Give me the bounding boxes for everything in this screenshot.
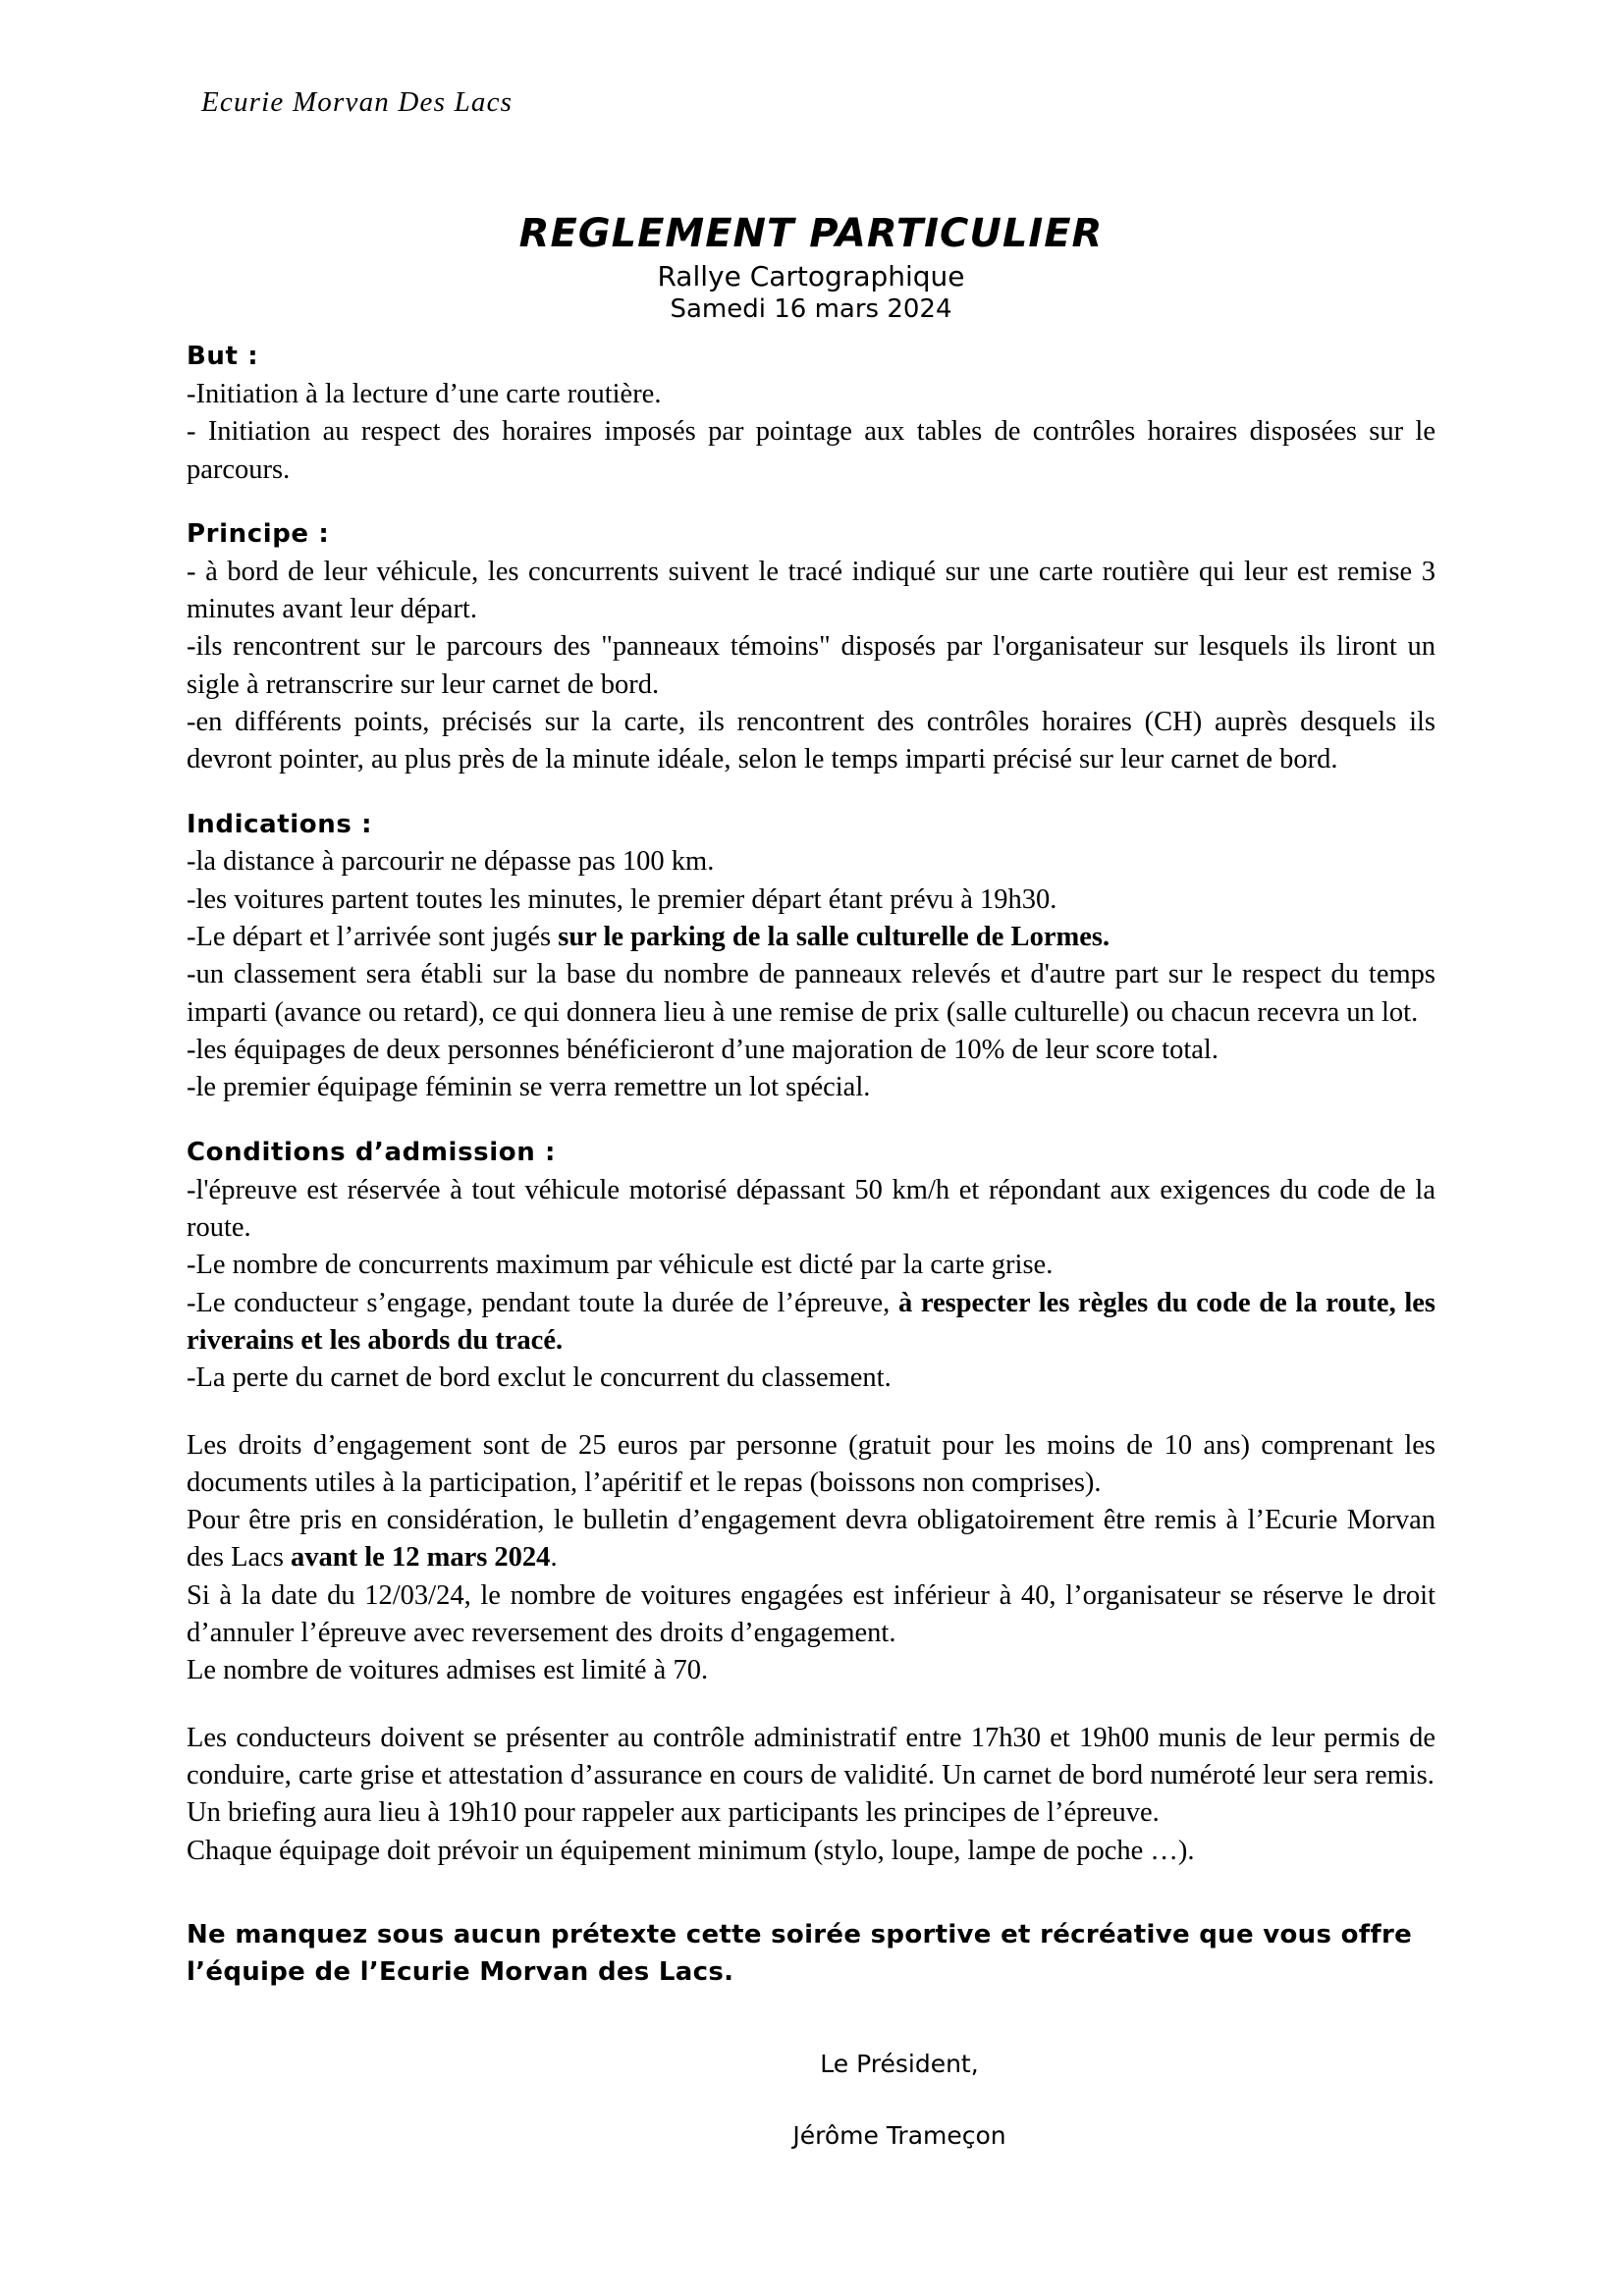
signature-role: Le Président, bbox=[820, 2050, 979, 2079]
section-indications bbox=[187, 809, 1435, 1107]
conditions-engage-bold: à respecter les règles du code de la route, les riverains et les abords du tracé. bbox=[187, 1287, 1435, 1356]
indications-line-equipages: -les équipages de deux personnes bénéficieront d’une majoration de 10% de leur score total. bbox=[187, 1035, 1218, 1066]
section-heading-principe: Principe : bbox=[187, 518, 330, 549]
conditions-line-1: -l'épreuve est réservée à tout véhicule motorisé dépassant 50 km/h et répondant aux exigences du code de la route. bbox=[187, 1174, 1435, 1243]
document-subtitle: Rallye Cartographique bbox=[657, 260, 965, 293]
engagement-para-annulation: Si à la date du 12/03/24, le nombre de voitures engagées est inférieur à 40, l’organisateur se réserve le droit d’annuler l’épreuve avec reversement des droits d’engagement. bbox=[187, 1579, 1435, 1649]
controle-para-equipement: Chaque équipage doit prévoir un équipement minimum (stylo, loupe, lampe de poche …). bbox=[187, 1835, 1195, 1866]
spacer bbox=[187, 1870, 1435, 1899]
principe-line-3: -en différents points, précisés sur la carte, ils rencontrent des contrôles horaires (CH) auprès desquels ils devront pointer, au plus près de la minute idéale, selon le temps imparti précisé sur leur carnet de bord. bbox=[187, 706, 1435, 775]
controle-para-briefing: Un briefing aura lieu à 19h10 pour rappeler aux participants les principes de l’épreuve. bbox=[187, 1797, 1160, 1829]
section-conditions bbox=[187, 1137, 1435, 1398]
controle-para-presentation: Les conducteurs doivent se présenter au contrôle administratif entre 17h30 et 19h00 munis de leur permis de conduire, carte grise et attestation d’assurance en cours de validité. Un carnet de bord numéroté leur sera remis. bbox=[187, 1722, 1435, 1791]
indications-line-feminin: -le premier équipage féminin se verra remettre un lot spécial. bbox=[187, 1072, 871, 1103]
spacer bbox=[187, 1690, 1435, 1720]
document-content bbox=[187, 211, 1435, 2150]
indications-parking-bold: sur le parking de la salle culturelle de Lormes. bbox=[558, 922, 1110, 953]
letterhead-club-name: Ecurie Morvan Des Lacs bbox=[201, 86, 514, 118]
conditions-engage-prefix: -Le conducteur s’engage, pendant toute la durée de l’épreuve, bbox=[187, 1287, 898, 1318]
principe-line-1: - à bord de leur véhicule, les concurrents suivent le tracé indiqué sur une carte routière qui leur est remise 3 minutes avant leur départ. bbox=[187, 556, 1435, 624]
but-line-2: - Initiation au respect des horaires imposés par pointage aux tables de contrôles horaires disposées sur le parcours. bbox=[187, 416, 1435, 485]
closing-statement: Ne manquez sous aucun prétexte cette soirée sportive et récréative que vous offre l’équipe de l’Ecurie Morvan des Lacs. bbox=[187, 1920, 1413, 1987]
but-line-1: -Initiation à la lecture d’une carte routière. bbox=[187, 378, 662, 409]
spacer bbox=[187, 2078, 1435, 2121]
document-date: Samedi 16 mars 2024 bbox=[670, 294, 952, 324]
section-engagement bbox=[187, 1427, 1435, 1690]
document-title: REGLEMENT PARTICULIER bbox=[518, 211, 1104, 256]
indications-line-1: -la distance à parcourir ne dépasse pas 100 km. bbox=[187, 846, 715, 878]
spacer bbox=[187, 1398, 1435, 1427]
section-controle bbox=[187, 1720, 1435, 1870]
section-heading-but: But : bbox=[187, 342, 259, 372]
indications-line-classement: -un classement sera établi sur la base du nombre de panneaux relevés et d'autre part sur le respect du temps imparti (avance ou retard), ce qui donnera lieu à une remise de prix (salle culturelle) ou chacun recevra un lot. bbox=[187, 959, 1435, 1028]
engagement-para-droits: Les droits d’engagement sont de 25 euros par personne (gratuit pour les moins de 10 ans) comprenant les documents utiles à la participation, l’apéritif et le repas (boissons non comprises). bbox=[187, 1429, 1435, 1498]
engagement-bulletin-deadline: avant le 12 mars 2024 bbox=[291, 1542, 551, 1574]
conditions-line-2: -Le nombre de concurrents maximum par véhicule est dicté par la carte grise. bbox=[187, 1250, 1054, 1281]
indications-line-parking bbox=[187, 919, 1435, 956]
conditions-line-perte: -La perte du carnet de bord exclut le concurrent du classement. bbox=[187, 1362, 892, 1394]
section-but bbox=[187, 341, 1435, 489]
spacer bbox=[187, 779, 1435, 809]
indications-line-2: -les voitures partent toutes les minutes, le premier départ étant prévu à 19h30. bbox=[187, 883, 1057, 915]
section-principe bbox=[187, 518, 1435, 779]
spacer bbox=[187, 2020, 1435, 2050]
engagement-para-bulletin bbox=[187, 1502, 1435, 1577]
spacer bbox=[187, 1899, 1435, 1917]
engagement-bulletin-prefix: Pour être pris en considération, le bulletin d’engagement devra obligatoirement être remis à l’Ecurie Morvan des Lacs bbox=[187, 1505, 1435, 1574]
engagement-bulletin-suffix: . bbox=[550, 1542, 558, 1574]
spacer bbox=[187, 1991, 1435, 2020]
engagement-para-limite: Le nombre de voitures admises est limité à 70. bbox=[187, 1655, 709, 1686]
section-heading-indications: Indications : bbox=[187, 809, 373, 839]
conditions-line-engage bbox=[187, 1285, 1435, 1361]
spacer bbox=[187, 1107, 1435, 1137]
title-block bbox=[187, 211, 1435, 325]
indications-parking-prefix: -Le départ et l’arrivée sont jugés bbox=[187, 922, 559, 953]
signature-name: Jérôme Trameçon bbox=[792, 2121, 1006, 2151]
principe-line-2: -ils rencontrent sur le parcours des "panneaux témoins" disposés par l'organisateur sur lesquels ils liront un sigle à retranscrire sur leur carnet de bord. bbox=[187, 631, 1435, 700]
section-heading-conditions: Conditions d’admission : bbox=[187, 1137, 556, 1167]
spacer bbox=[187, 489, 1435, 518]
